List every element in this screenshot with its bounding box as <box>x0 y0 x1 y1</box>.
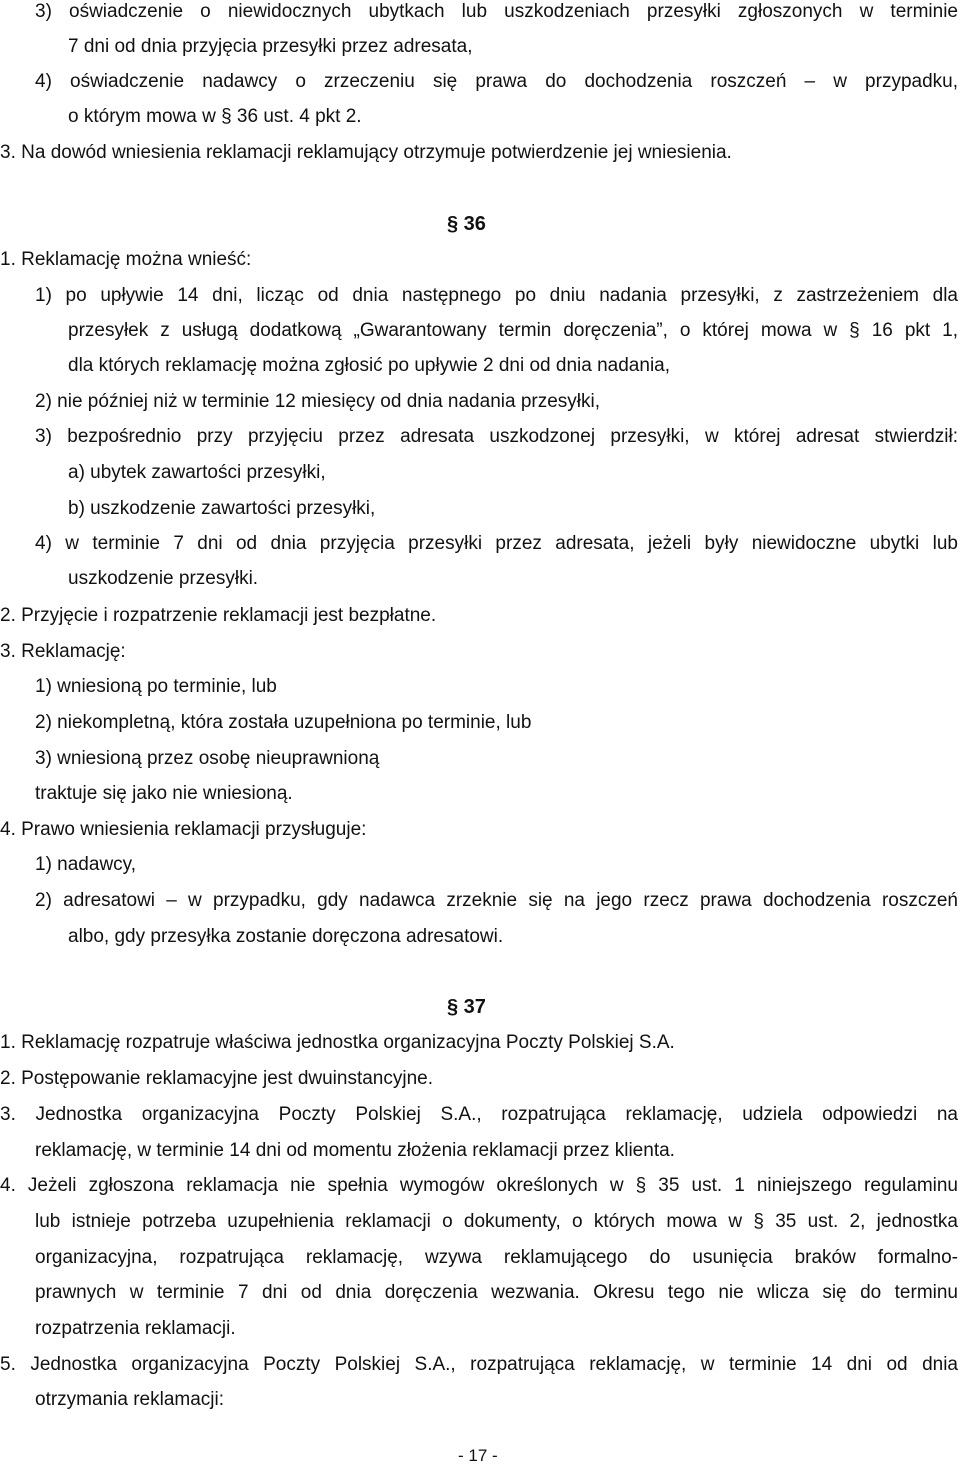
s36-point-3-3: 3) wniesioną przez osobę nieuprawnioną <box>35 748 380 769</box>
s36-point-1-1-line2: przesyłek z usługą dodatkową „Gwarantowany termin doręczenia”, o której mowa w § 16 pkt 1, <box>68 320 958 341</box>
s36-point-1-3-a: a) ubytek zawartości przesyłki, <box>68 462 326 483</box>
s36-point-1: 1. Reklamację można wnieść: <box>0 249 252 270</box>
prev-item-3-line1: 3) oświadczenie o niewidocznych ubytkach lub uszkodzeniach przesyłki zgłoszonych w terminie <box>35 1 958 22</box>
prev-item-4-line1: 4) oświadczenie nadawcy o zrzeczeniu się prawa do dochodzenia roszczeń – w przypadku, <box>35 71 958 92</box>
s36-point-4-1: 1) nadawcy, <box>35 854 137 875</box>
s37-point-4-line3: organizacyjna, rozpatrująca reklamację, wzywa reklamującego do usunięcia braków formalno- <box>35 1247 958 1268</box>
prev-point-3: 3. Na dowód wniesienia reklamacji reklamujący otrzymuje potwierdzenie jej wniesienia. <box>0 142 732 163</box>
s36-point-1-2: 2) nie później niż w terminie 12 miesięcy od dnia nadania przesyłki, <box>35 391 601 412</box>
page-number: - 17 - <box>458 1446 498 1465</box>
s37-point-5-line1: 5. Jednostka organizacyjna Poczty Polskiej S.A., rozpatrująca reklamację, w terminie 14 dni od dnia <box>0 1354 958 1375</box>
s37-point-5-line2: otrzymania reklamacji: <box>35 1389 224 1410</box>
s36-point-3: 3. Reklamację: <box>0 641 126 662</box>
s36-point-3-1: 1) wniesioną po terminie, lub <box>35 676 277 697</box>
s37-point-1: 1. Reklamację rozpatruje właściwa jednostka organizacyjna Poczty Polskiej S.A. <box>0 1032 675 1053</box>
s36-point-1-1-line1: 1) po upływie 14 dni, licząc od dnia następnego po dniu nadania przesyłki, z zastrzeżeniem dla <box>35 285 958 306</box>
s37-point-3-line2: reklamację, w terminie 14 dni od momentu złożenia reklamacji przez klienta. <box>35 1140 675 1161</box>
s37-point-2: 2. Postępowanie reklamacyjne jest dwuinstancyjne. <box>0 1068 434 1089</box>
s37-point-3-line1: 3. Jednostka organizacyjna Poczty Polskiej S.A., rozpatrująca reklamację, udziela odpowiedzi na <box>0 1104 958 1125</box>
s36-point-1-4-line2: uszkodzenie przesyłki. <box>68 568 259 589</box>
s37-point-4-line1: 4. Jeżeli zgłoszona reklamacja nie spełnia wymogów określonych w § 35 ust. 1 niniejszego regulaminu <box>0 1175 958 1196</box>
s37-point-4-line4: prawnych w terminie 7 dni od dnia doręczenia wezwania. Okresu tego nie wlicza się do terminu <box>35 1282 958 1303</box>
section-36-heading: § 36 <box>447 213 486 235</box>
s36-point-4-2-line1: 2) adresatowi – w przypadku, gdy nadawca zrzeknie się na jego rzecz prawa dochodzenia roszczeń <box>35 890 958 911</box>
prev-item-3-line2: 7 dni od dnia przyjęcia przesyłki przez adresata, <box>68 36 473 57</box>
s36-point-1-3: 3) bezpośrednio przy przyjęciu przez adresata uszkodzonej przesyłki, w której adresat stwierdził: <box>35 426 958 447</box>
s36-point-3-2: 2) niekompletną, która została uzupełniona po terminie, lub <box>35 712 532 733</box>
s36-point-4: 4. Prawo wniesienia reklamacji przysługuje: <box>0 819 367 840</box>
s36-point-4-2-line2: albo, gdy przesyłka zostanie doręczona adresatowi. <box>68 926 504 947</box>
s36-point-3-tail: traktuje się jako nie wniesioną. <box>35 783 293 804</box>
s36-point-1-1-line3: dla których reklamację można zgłosić po upływie 2 dni od dnia nadania, <box>68 355 671 376</box>
s36-point-2: 2. Przyjęcie i rozpatrzenie reklamacji jest bezpłatne. <box>0 605 437 626</box>
prev-item-4-line2: o którym mowa w § 36 ust. 4 pkt 2. <box>68 106 362 127</box>
s37-point-4-line5: rozpatrzenia reklamacji. <box>35 1318 236 1339</box>
s36-point-1-3-b: b) uszkodzenie zawartości przesyłki, <box>68 498 376 519</box>
s36-point-1-4-line1: 4) w terminie 7 dni od dnia przyjęcia przesyłki przez adresata, jeżeli były niewidoczne ubytki lub <box>35 533 958 554</box>
s37-point-4-line2: lub istnieje potrzeba uzupełnienia reklamacji o dokumenty, o których mowa w § 35 ust. 2, jednostka <box>35 1211 958 1232</box>
section-37-heading: § 37 <box>447 996 486 1018</box>
